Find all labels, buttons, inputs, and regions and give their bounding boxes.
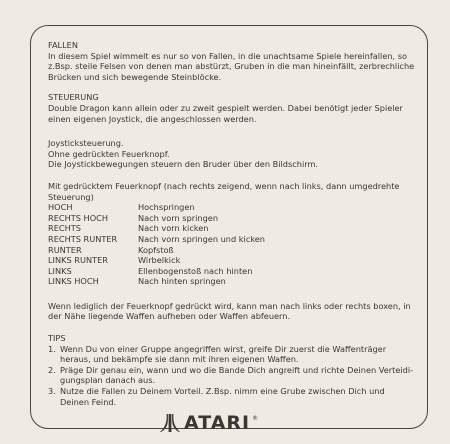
command-key: RECHTS RUNTER [48,233,118,244]
steuerung-heading: STEUERUNG [48,92,99,103]
tip-line: Wenn Du von einer Gruppe angegriffen wirst, greife Dir zuerst die Waffenträger [60,343,387,354]
tip-item [48,365,418,386]
tip-line: heraus, und bekämpfe sie dann mit ihren eigenen Waffen. [60,354,299,365]
command-action: Nach vorn springen und kicken [138,233,265,244]
tip-line: Deinen Feind. [60,396,117,407]
fire-intro-line: Steuerung) [48,191,94,202]
command-key: LINKS RUNTER [48,255,108,266]
command-key: HOCH [48,202,73,213]
steuerung-line: Double Dragon kann allein oder zu zweit gespielt werden. Dabei benötigt jeder Spieler [48,102,403,113]
manual-text [48,40,418,407]
command-row [48,266,418,277]
steuerung-line: einen eigenen Joystick, die angeschlossen werden. [48,113,257,124]
command-action: Ellenbogenstoß nach hinten [138,265,253,276]
tip-item [48,386,418,407]
joystick-line: Die Joystickbewegungen steuern den Bruder über den Bildschirm. [48,159,319,170]
command-row [48,213,418,224]
fallen-heading: FALLEN [48,40,78,50]
tip-line: Nutze die Fallen zu Deinem Vorteil. Z.Bsp. nimm eine Grube zwischen Dich und [60,386,385,397]
command-row [48,223,418,234]
note-line: Wenn lediglich der Feuerknopf gedrückt wird, kann man nach links oder rechts boxen, in [48,300,411,311]
tips-heading: TIPS [48,333,66,344]
fallen-line: Brücken und sich bewegende Steinblöcke. [48,71,222,82]
atari-wordmark: ATARI [184,412,251,434]
command-row [48,276,418,287]
command-action: Wirbelkick [138,255,181,266]
tip-line: gungsplan danach aus. [60,375,156,386]
command-key: LINKS [48,265,72,276]
joystick-line: Ohne gedrückten Feuerknopf. [48,148,170,159]
tip-line: Präge Dir genau ein, wann und wo die Bande Dich angreift und richte Deinen Verteidi- [60,364,414,375]
command-key: RECHTS HOCH [48,212,109,223]
command-action: Nach vorn springen [138,212,219,223]
command-key: RUNTER [48,244,82,255]
tip-number: 3. [48,386,56,397]
note-line: der Nähe liegende Waffen aufheben oder Waffen abfeuern. [48,311,291,322]
joystick-line: Joysticksteuerung. [48,138,124,149]
command-row [48,255,418,266]
command-action: Hochspringen [138,202,195,213]
tip-number: 2. [48,364,56,375]
command-row [48,234,418,245]
command-action: Nach vorn kicken [138,223,209,234]
atari-fuji-icon [160,414,180,432]
command-action: Nach hinten springen [138,276,226,287]
command-row [48,202,418,213]
command-row [48,245,418,256]
command-action: Kopfstoß [138,244,174,255]
tip-item [48,344,418,365]
tip-number: 1. [48,343,56,354]
registered-mark: ® [252,415,259,422]
fire-intro-line: Mit gedrücktem Feuerknopf (nach rechts zeigend, wenn nach links, dann umgedrehte [48,180,400,191]
command-key: LINKS HOCH [48,276,99,287]
atari-logo [160,414,258,432]
command-list [48,202,418,287]
command-key: RECHTS [48,223,81,234]
fallen-line: z.Bsp. steile Felsen von denen man abstürzt, Gruben in die man hineinfällt, zerbrechliche [48,61,415,72]
fallen-line: In diesem Spiel wimmelt es nur so von Fallen, in die unachtsame Spiele hereinfallen, so [48,50,408,61]
